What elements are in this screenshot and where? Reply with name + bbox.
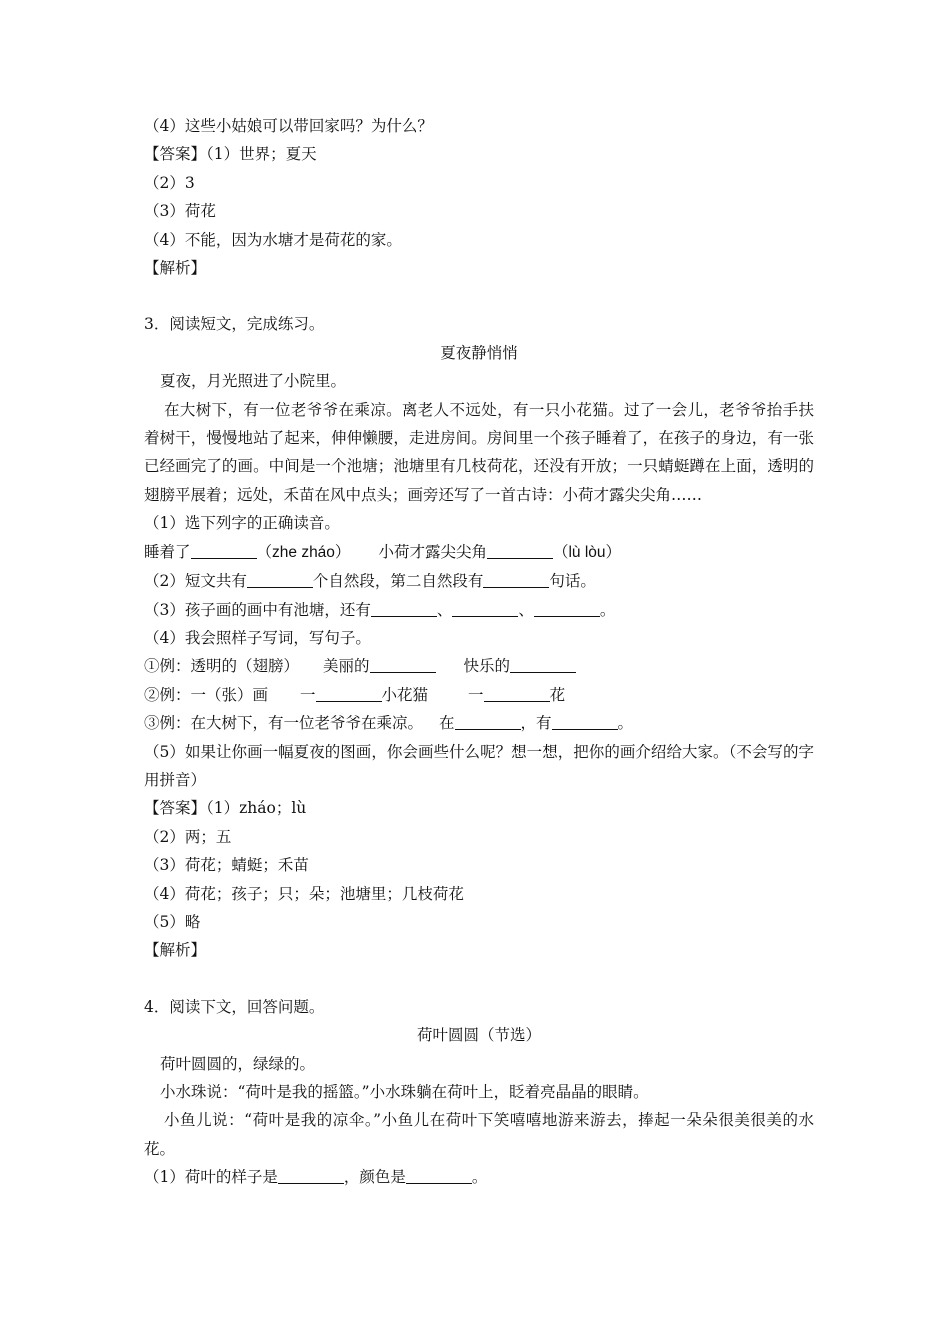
q3-answer-line: 【答案】（1）zháo；lù bbox=[144, 799, 307, 818]
answer-blank[interactable] bbox=[406, 1165, 472, 1184]
answer-blank[interactable] bbox=[487, 540, 553, 559]
answer-blank[interactable] bbox=[483, 569, 549, 588]
q3-answer-4: （4）荷花；孩子；只；朵；池塘里；几枝荷花 bbox=[144, 884, 464, 903]
prev-analysis-label: 【解析】 bbox=[144, 259, 207, 278]
answer-blank[interactable] bbox=[247, 569, 313, 588]
q4-heading: 4．阅读下文，回答问题。 bbox=[144, 997, 325, 1016]
answer-blank[interactable] bbox=[452, 598, 518, 617]
answer-blank[interactable] bbox=[455, 711, 521, 730]
q3-paragraph-1: 夏夜，月光照进了小院里。 bbox=[160, 372, 347, 391]
q3-sub-4: （4）我会照样子写词，写句子。 bbox=[144, 628, 371, 647]
q3-example-1: ①例：透明的（翅膀） 美丽的 快乐的 bbox=[144, 652, 814, 680]
answer-blank[interactable] bbox=[534, 598, 600, 617]
q3-sub-1-items: 睡着了 （zhe zháo） 小荷才露尖尖角 （lù lòu） bbox=[144, 538, 814, 567]
answer-blank[interactable] bbox=[316, 683, 382, 702]
answer-label: 【答案】 bbox=[144, 145, 207, 164]
prev-answer-4: （4）不能，因为水塘才是荷花的家。 bbox=[144, 230, 402, 249]
prev-answer-2: （2）3 bbox=[144, 173, 195, 192]
q3-sub-2: （2）短文共有 个自然段，第二自然段有 句话。 bbox=[144, 567, 814, 595]
answer-label: 【答案】 bbox=[144, 799, 207, 818]
q3-sub-5: （5）如果让你画一幅夏夜的图画，你会画些什么呢？想一想，把你的画介绍给大家。（不会写的字用拼音） bbox=[144, 742, 814, 789]
q3-analysis-label: 【解析】 bbox=[144, 941, 207, 960]
q3-answer-2: （2）两；五 bbox=[144, 827, 232, 846]
q4-paragraph-3: 小鱼儿说：“荷叶是我的凉伞。”小鱼儿在荷叶下笑嘻嘻地游来游去，捧起一朵朵很美很美的水花。 bbox=[144, 1111, 814, 1158]
q3-example-3: ③例：在大树下，有一位老爷爷在乘凉。 在 ，有 。 bbox=[144, 709, 814, 737]
q3-answer-3: （3）荷花；蜻蜓；禾苗 bbox=[144, 856, 309, 875]
answer-blank[interactable] bbox=[371, 598, 437, 617]
q3-paragraph-2: 在大树下，有一位老爷爷在乘凉。离老人不远处，有一只小花猫。过了一会儿，老爷爷抬手扶着树干，慢慢地站了起来，伸伸懒腰，走进房间。房间里一个孩子睡着了，在孩子的身边，有一张已经画完了的画。中间是一个池塘；池塘里有几枝荷花，还没有开放；一只蜻蜓蹲在上面，透明的翅膀平展着；远处，禾苗在风中点头；画旁还写了一首古诗：小荷才露尖尖角…… bbox=[144, 400, 814, 504]
answer-1: （1）世界；夏天 bbox=[206, 145, 317, 164]
answer-blank[interactable] bbox=[552, 711, 618, 730]
q3-sub-3: （3）孩子画的画中有池塘，还有 、 、 。 bbox=[144, 596, 814, 624]
q4-title: 荷叶圆圆（节选） bbox=[416, 1026, 541, 1045]
q4-sub-1: （1）荷叶的样子是 ，颜色是 。 bbox=[144, 1163, 814, 1191]
q3-answer-5: （5）略 bbox=[144, 912, 201, 931]
q3-heading: 3．阅读短文，完成练习。 bbox=[144, 315, 325, 334]
prev-answer-line bbox=[144, 140, 814, 168]
answer-blank[interactable] bbox=[484, 683, 550, 702]
answer-blank[interactable] bbox=[191, 540, 257, 559]
q4-paragraph-2: 小水珠说：“荷叶是我的摇篮。”小水珠躺在荷叶上，眨着亮晶晶的眼睛。 bbox=[160, 1083, 649, 1101]
q3-title: 夏夜静悄悄 bbox=[440, 343, 518, 362]
answer-blank[interactable] bbox=[278, 1165, 344, 1184]
q3-sub-1: （1）选下列字的正确读音。 bbox=[144, 514, 340, 533]
q3-example-2: ②例：一（张）画 一 小花猫 一 花 bbox=[144, 681, 814, 709]
q4-paragraph-1: 荷叶圆圆的，绿绿的。 bbox=[160, 1054, 316, 1073]
document-page bbox=[144, 112, 814, 1192]
answer-blank[interactable] bbox=[370, 654, 436, 673]
answer-blank[interactable] bbox=[510, 654, 576, 673]
prev-answer-3: （3）荷花 bbox=[144, 202, 216, 221]
prev-question-4: （4）这些小姑娘可以带回家吗？为什么？ bbox=[144, 117, 433, 135]
